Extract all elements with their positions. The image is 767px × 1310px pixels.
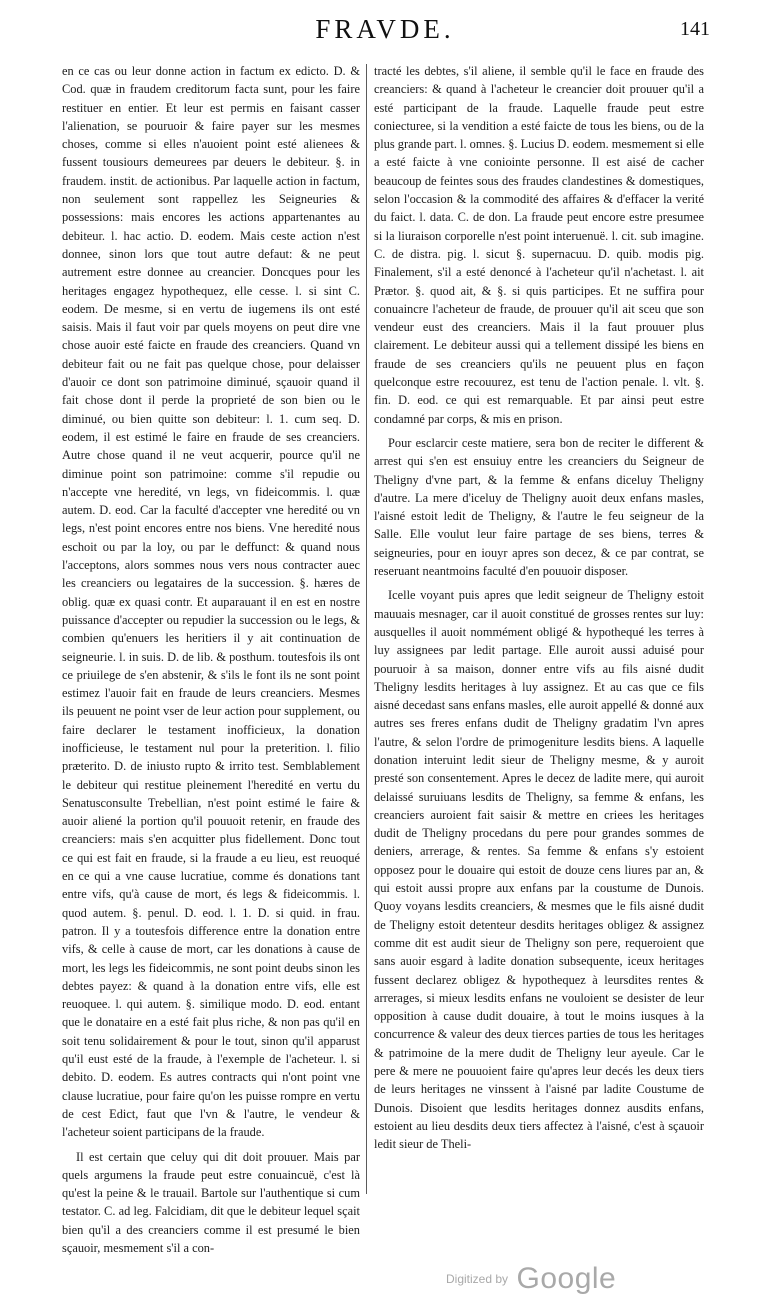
- paragraph: tracté les debtes, s'il aliene, il semble qu'il le face en fraude des creanciers: & quand à l'acheteur le creancier doit prouuer qu'il a esté participant de la fraude. Laquelle fraude peut estre coniecturee, si la vendition a esté faicte de tous les biens, ou de la plus grande part. l. omnes. §. Lucius D. eodem. mesmement si elle a esté faicte à vne coniointe personne. Il est aisé de cacher beaucoup de feintes sous des fraudes clandestines & domestiques, selon l'occasion & la commodité des affaires & d'effacer la verité du faict. l. data. C. de don. La fraude peut encore estre presumee si la liuraison corporelle n'est point interuenuë. l. cit. sub imagine. C. de distra. pig. l. sicut §. supernacuu. D. quib. modis pig. Finalement, s'il a esté denoncé à l'acheteur qu'il n'achetast. l. ait Prætor. §. quod ait, & §. si quis participes. Et ne suffira pour conuaincre l'acheteur de fraude, de prouuer qu'il ait sceu que son vendeur eust des creanciers. Mais il la faut prouuer plus clairement. Le debiteur aussi qui a tellement dissipé les biens en fraude de ses creanciers qu'ils ne peuuent plus en façon quelconque estre recouurez, est tenu de l'action penale. l. vlt. §. fin. D. eod. ce qui est remarquable. Et par ainsi peut estre condamné par corps, & mis en prison.: [374, 64, 704, 426]
- right-column: [374, 62, 704, 1160]
- google-logo-text: Google: [516, 1262, 617, 1295]
- column-divider: [366, 64, 367, 1194]
- watermark-prefix: Digitized by: [446, 1272, 509, 1286]
- google-digitized-watermark: [446, 1262, 616, 1296]
- paragraph: Pour esclarcir ceste matiere, sera bon de reciter le different & arrest qui s'en est ensuiuy entre les creanciers du Seigneur de Theligny d'vne part, & la femme & enfans diceluy Theligny d'autre. La mere d'iceluy de Theligny auoit deux enfans masles, l'aisné estoit ledit de Theligny, & l'autre le feu seigneur de la Salle. Elle voulut leur faire partage de ses biens, terres & seigneuries, pour en iouyr apres son decez, & ce par contrat, se reseruant neantmoins faculté d'en pouuoir disposer.: [374, 435, 704, 579]
- running-title: FRAVDE.: [315, 14, 455, 44]
- paragraph: Il est certain que celuy qui dit doit prouuer. Mais par quels argumens la fraude peut estre conuaincuë, c'est là qu'est la peine & le trauail. Bartole sur l'authentique si cum testator. C. ad leg. Falcidiam, dit que le debiteur lequel sçait bien qu'il a des creanciers comme il est presumé le bien sçauoir, mesmement s'il a con-: [62, 1149, 360, 1255]
- paragraph: Icelle voyant puis apres que ledit seigneur de Theligny estoit mauuais mesnager, car il auoit constitué de grosses rentes sur luy: ausquelles il auoit nommément obligé & hypothequé les terres à luy assignees par ledit partage. Elle auroit aussi aduisé pour pouruoir à sa maison, donner entre vifs au fils aisné dudit Theligny lesdits heritages à luy assignez. Et au cas que ce fils aisné decedast sans enfans masles, elle auroit appellé & donné aux autres ses freres enfans dudit de Theligny gradatim l'vn apres l'autre, & selon l'ordre de primogeniture lesdits biens. A laquelle donation interuint ledit sieur de Theligny mesme, & y auroit presté son consentement. Apres le decez de ladite mere, qui auroit delaissé suruiuans lesdits de Theligny, sa femme & enfans, les creanciers auroient fait saisir & mettre en criees les heritages dudit de Theligny procedans du pere pour grandes sommes de deniers, arrerage, & rentes. Sa femme & enfans s'y estoient opposez pour le douaire qui estoit de douze cens liures par an, & qui estoit aussi propre aux enfans par la coustume de Dunois. Quoy voyans lesdits creanciers, & mesmes que le fils aisné dudit de Theligny estoit detenteur desdits heritages obligez & assignez comme dit est audit sieur de Theligny son pere, requeroient que sans auoir esgard à ladite donation subsequente, iceux heritages fussent declarez obligez & hypothequez à leursdites rentes & arrerages, si mieux lesdits enfans ne vouloient se desister de leur opposition à cause dudit douaire, à tout le moins iusques à la concurrence & valeur des deux tierces parties de tous les heritages & patrimoine de la mere dudit de Theligny leur ayeule. Car le pere & mere ne pouuoient faire qu'apres leur decés les deux tiers de leurs heritages ne vinssent à l'aisné par ladite Coustume de Dunois. Disoient que lesdits heritages donnez ausdits enfans, estoient au lieu desdits deux tiers affectez à l'aisné, c'est à sçauoir ledit sieur de Theli-: [374, 588, 704, 1152]
- paragraph: en ce cas ou leur donne action in factum ex edicto. D. & Cod. quæ in fraudem creditorum facta sunt, pour les faire restituer en entier. Et leur est permis en faisant casser l'alienation, se pouruoir & faire payer sur les mesmes choses, comme si elles n'auoient point esté alienees & fussent tousiours demeurees par deuers le debiteur. §. in fraudem. instit. de actionibus. Par laquelle action in factum, non seulement sont rappellez les Seigneuries & possessions: mais encores les actions appartenantes au debiteur. l. hac actio. D. eodem. Mais ceste action n'est donnee, sinon lors que tout autre defaut: & ne peut autrement estre donnee au creancier. Doncques pour les heritages engagez hypothequez, elle cesse. l. si sint C. eodem. De mesme, si en vertu de iugemens ils ont esté saisis. Mais il faut voir par quels moyens on peut dire vne chose auoir esté faicte en fraude des creanciers. Quand vn debiteur fait ou ne fait pas quelque chose, pour delaisser d'auoir ce dont son patrimoine diminué, sçauoir quand il fait chose dont il perde la proprieté de son bien ou le diminué, ou bien quitte son debiteur: l. 1. cum seq. D. eodem, il est estimé le faire en fraude de ses creanciers. Autre chose quand il ne veut acquerir, pource qu'il ne diminue point son patrimoine: comme s'il repudie ou n'accepte vne heredité, vn legs, vn fideicommis. l. quæ autem. D. eod. Car la faculté d'accepter vne heredité ou vn legs, n'est point encores entre nos biens. Vne heredité nous eschoit ou par la loy, ou par le deffunct: & quand nous l'acceptons, alors sommes nous vers nous contracter auec les creanciers ou legataires de la succession. §. hæres de oblig. quæ ex quasi contr. Et auparauant il en est en nostre puissance d'accepter ou repudier la succession ou le legs, & combien qu'enuers les heritiers il y ait continuation de seigneurie. l. in suis. D. de lib. & posthum. toutesfois ils ont ce priuilege de s'en abstenir, & s'ils le font ils ne sont point estimez l'auoir fait en fraude de leurs creanciers. Mesmes ils peuuent ne point vser de leur action pour supplement, ou faire declarer le testament inofficieux, la donation inofficieuse, le testament nul pour la preterition. l. filio præterito. D. de iniusto rupto & irrito test. Semblablement le debiteur qui restitue pleinement l'heredité en vertu du Senatusconsulte Trebellian, n'est point estimé le faire & auoir aliené la portion qu'il pouuoit retenir, en fraude des creanciers: mais s'en acquitter plus fidellement. Donc tout ce qui est fait en fraude, si la fraude a eu lieu, est reuoqué en ce qui a vne cause lucratiue, comme és donations tant entre vifs, qu'à cause de mort, és legs & fideicommis. l. quod autem. §. penul. D. eod. l. 1. D. si quid. in frau. patron. Il y a toutesfois difference entre la donation entre vifs, & celle à cause de mort, car les donations à cause de mort, les legs les fideicommis, ne sont point deubs sinon les debtes payez: & quand à la donation entre vifs, elle est reuoquee. l. qui autem. §. similique modo. D. eod. entant que le donataire en a esté fait plus riche, & non pas qu'il en soit tenu solidairement & pour le tout, sinon qu'il apparust qu'il eust esté de la fraude, à l'exemple de l'acheteur. l. si debito. D. eodem. Es autres contracts qui n'ont point vne clause lucratiue, pour faire qu'on les puisse rompre en vertu de cest Edict, faut que l'vn & l'autre, le vendeur & l'acheteur soient participans de la fraude.: [62, 64, 360, 1140]
- page-number: 141: [680, 18, 710, 40]
- left-column: [62, 62, 360, 1263]
- page-header: [60, 14, 710, 52]
